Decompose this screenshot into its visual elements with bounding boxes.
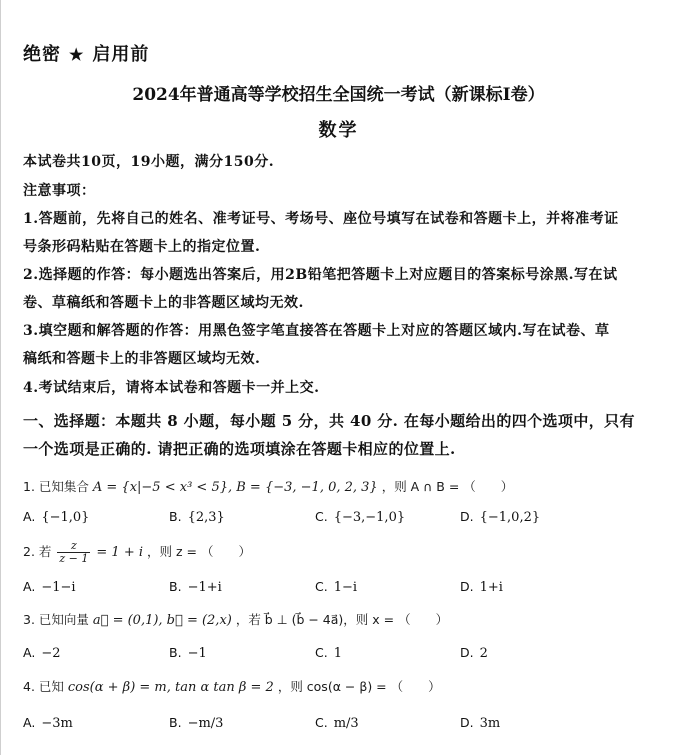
question-prefix: 3. 已知向量 — [23, 612, 89, 627]
option-d[interactable]: D. 3m — [460, 715, 501, 731]
section-heading: 一、选择题：本题共 8 小题，每小题 5 分，共 40 分. 在每小题给出的四个选项中，只有 — [23, 412, 635, 430]
question-suffix: ，则 A ∩ B = （ ） — [381, 479, 514, 494]
question-4 — [23, 677, 441, 695]
notice-line: 1.答题前，先将自己的姓名、准考证号、考场号、座位号填写在试卷和答题卡上，并将准考证 — [23, 211, 619, 227]
option-c[interactable]: C. {−3,−1,0} — [315, 509, 406, 525]
notice-line: 稿纸和答题卡上的非答题区域均无效. — [23, 351, 261, 367]
before-use-label: 启用前 — [92, 44, 150, 65]
options-row — [23, 715, 663, 735]
fraction: $\frac{z}{z - 1}$ — [59, 539, 89, 565]
option-c[interactable]: C. 1−i — [315, 579, 358, 595]
question-3 — [23, 610, 448, 628]
notice-line: 号条形码粘贴在答题卡上的指定位置. — [23, 239, 261, 255]
options-row — [23, 509, 663, 529]
option-d[interactable]: D. {−1,0,2} — [460, 509, 541, 525]
option-b[interactable]: B. −1+i — [169, 579, 222, 595]
option-b[interactable]: B. {2,3} — [169, 509, 225, 525]
question-suffix: ，若 b⃗ ⊥ (b⃗ − 4a⃗)，则 x = （ ） — [235, 612, 449, 627]
question-1 — [23, 477, 513, 495]
star-icon: ★ — [69, 45, 85, 64]
section-heading: 一个选项是正确的. 请把正确的选项填涂在答题卡相应的位置上. — [23, 440, 456, 458]
confidential-label: 绝密 — [23, 44, 61, 65]
subject-title: 数学 — [318, 120, 359, 141]
confidential-line — [23, 40, 149, 66]
question-prefix: 1. 已知集合 — [23, 479, 89, 494]
option-a[interactable]: A. {−1,0} — [23, 509, 90, 525]
question-prefix: 2. 若 — [23, 544, 52, 559]
question-math: = 1 + i — [96, 545, 144, 560]
notice-line: 3.填空题和解答题的作答：用黑色签字笔直接答在答题卡上对应的答题区域内.写在试卷、草 — [23, 323, 610, 339]
option-d[interactable]: D. 1+i — [460, 579, 503, 595]
notice-title: 注意事项： — [23, 183, 96, 199]
question-suffix: ，则 z = （ ） — [147, 544, 251, 559]
question-2 — [23, 540, 251, 565]
question-suffix: ，则 cos(α − β) = （ ） — [277, 679, 441, 694]
paper-summary: 本试卷共10页，19小题，满分150分. — [23, 154, 275, 170]
question-math: a⃗ = (0,1), b⃗ = (2,x) — [92, 613, 232, 628]
option-b[interactable]: B. −1 — [169, 645, 207, 661]
question-math: A = {x|−5 < x³ < 5}, B = {−3, −1, 0, 2, 3} — [92, 480, 378, 495]
option-b[interactable]: B. −m/3 — [169, 715, 224, 731]
option-c[interactable]: C. 1 — [315, 645, 342, 661]
options-row — [23, 579, 663, 599]
option-a[interactable]: A. −2 — [23, 645, 61, 661]
options-row — [23, 645, 663, 665]
question-prefix: 4. 已知 — [23, 679, 64, 694]
option-d[interactable]: D. 2 — [460, 645, 488, 661]
notice-line: 卷、草稿纸和答题卡上的非答题区域均无效. — [23, 295, 304, 311]
option-a[interactable]: A. −3m — [23, 715, 73, 731]
notice-line: 2.选择题的作答：每小题选出答案后，用2B铅笔把答题卡上对应题目的答案标号涂黑.写在试 — [23, 267, 618, 283]
option-a[interactable]: A. −1−i — [23, 579, 76, 595]
question-math: cos(α + β) = m, tan α tan β = 2 — [67, 680, 274, 695]
exam-title: 2024年普通高等学校招生全国统一考试（新课标I卷） — [132, 85, 545, 105]
notice-line: 4.考试结束后，请将本试卷和答题卡一并上交. — [23, 380, 320, 396]
option-c[interactable]: C. m/3 — [315, 715, 359, 731]
